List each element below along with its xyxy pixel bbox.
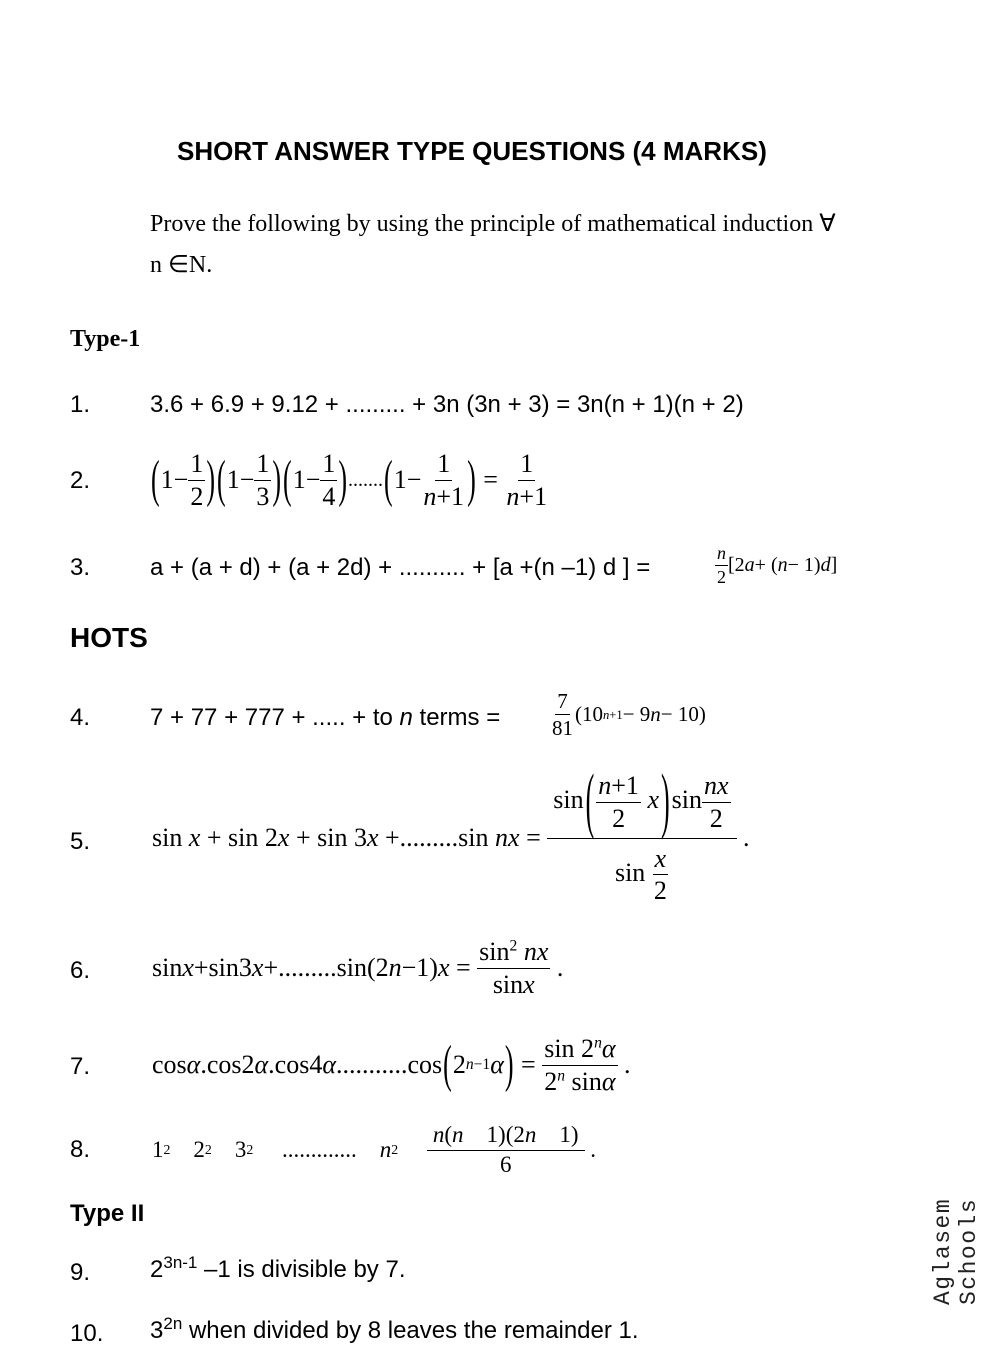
watermark: Aglasem Schools [930, 1197, 982, 1305]
question-number: 5. [70, 828, 91, 855]
intro-line-1: Prove the following by using the principle of mathematical induction ∀ [150, 211, 836, 237]
question-number: 6. [70, 957, 91, 984]
question-formula: ( 1− $\frac{1}{2}$ ) ( 1− $\frac{1}{3}$ ) ( 1− $\frac{1}{4}$ ) ....... ( 1− $\frac{1}{n+1}$ ) = $\frac{1}{n+1}$ [151, 449, 548, 511]
section-heading-type-1: Type-1 [70, 326, 141, 352]
q4-text-a: 7 + 77 + 777 + ..... + to [150, 704, 400, 731]
q10-exponent: 2n [163, 1314, 183, 1333]
q10-base: 3 [150, 1317, 164, 1344]
question-text [150, 704, 500, 732]
section-heading-type-2: Type II [70, 1200, 145, 1227]
q10-rest: when divided by 8 leaves the remainder 1. [182, 1317, 639, 1344]
q9-base: 2 [150, 1256, 164, 1283]
question-text [150, 1253, 406, 1284]
question-number: 4. [70, 704, 91, 731]
question-number: 2. [70, 467, 91, 494]
question-formula: sin x +sin3 x +.........sin(2 n −1) x = $\frac{\sin^2 nx}{\sin x}$ . [152, 937, 564, 999]
page-title: SHORT ANSWER TYPE QUESTIONS (4 MARKS) [177, 136, 767, 166]
section-heading-hots: HOTS [70, 622, 148, 653]
question-text: 3.6 + 6.9 + 9.12 + ......... + 3n (3n + 3) = 3n(n + 1)(n + 2) [150, 391, 744, 418]
question-number: 8. [70, 1136, 91, 1163]
q9-exponent: 3n-1 [163, 1253, 198, 1272]
question-number: 3. [70, 554, 91, 581]
q9-rest: –1 is divisible by 7. [197, 1256, 406, 1283]
question-text [150, 1314, 639, 1345]
question-formula: $\frac{7}{81}$ (10 n +1 − 9 n − 10) [552, 689, 706, 741]
question-formula: $\frac{n}{2}$ [2 a + ( n − 1) d ] [717, 543, 838, 587]
question-formula: sin x + sin 2 x + sin 3 x +.........sin nx = sin( $\frac{n+1}{2}$ x)sin $\frac{nx}{2}$ sin $\frac{x}{2}$ . [152, 759, 750, 906]
question-text: a + (a + d) + (a + 2d) + .......... + [a +(n –1) d ] = [150, 554, 651, 581]
q4-text-b: terms = [412, 704, 501, 731]
question-number: 9. [70, 1259, 91, 1286]
question-number: 1. [70, 391, 91, 418]
question-number: 10. [70, 1320, 104, 1347]
question-formula: cos α .cos2 α .cos4 α ...........cos ( 2 n−1 α ) = $\frac{\sin 2^n\alpha}{2^n \sin\alpha}$ . [152, 1034, 631, 1096]
question-formula: 1 2 2 2 3 2 ............. n 2 $\frac{n(n 1)(2n 1)}{6}$ . [152, 1121, 597, 1177]
q4-text-n: n [399, 704, 413, 731]
question-number: 7. [70, 1053, 91, 1080]
intro-line-2: n ∈N. [150, 252, 213, 278]
